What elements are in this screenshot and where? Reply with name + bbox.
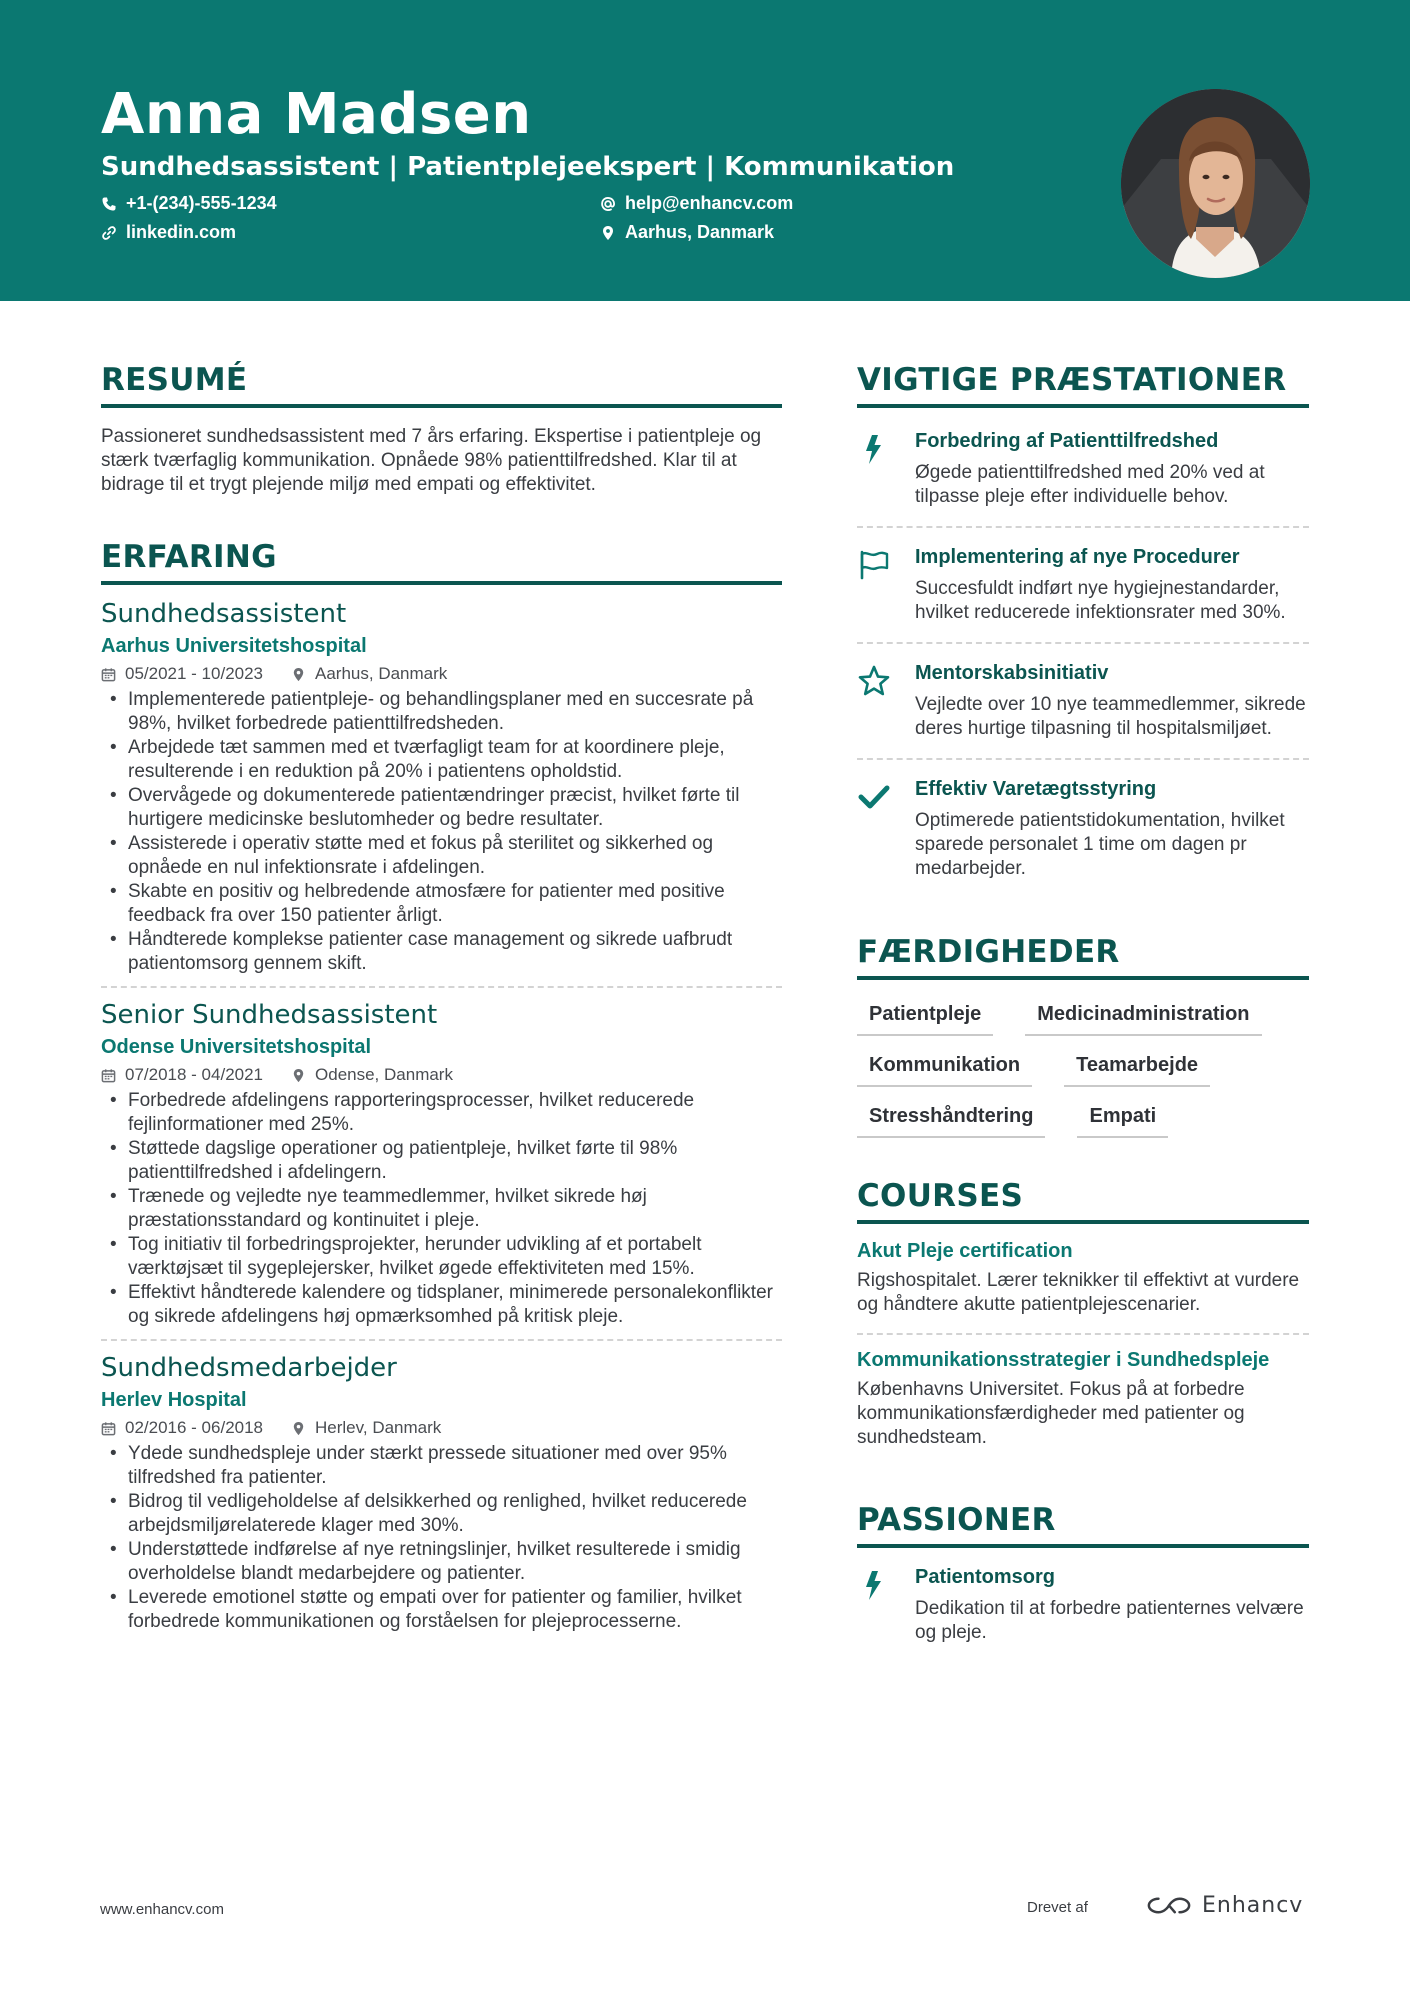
skill-tag: Teamarbejde (1064, 1050, 1210, 1087)
job-location-wrap (291, 664, 447, 684)
skill-tag: Stresshåndtering (857, 1101, 1045, 1138)
job-bullets (101, 688, 782, 976)
job-bullet: • Forbedrede afdelingens rapporteringsprocesser, hvilket reducerede fejlinformationer med 25%. (101, 1089, 782, 1137)
job-entry (101, 599, 782, 986)
course-title: Akut Pleje certification (857, 1240, 1073, 1262)
passions-heading: PASSIONER (857, 1502, 1309, 1548)
left-column (101, 362, 782, 1644)
skill-tag: Patientpleje (857, 999, 993, 1036)
job-bullet: • Effektivt håndterede kalendere og tidsplaner, minimerede personalekonflikter og sikrede afdelingens høj opmærksomhed på kritisk pleje. (101, 1281, 782, 1329)
job-bullet: • Ydede sundhedspleje under stærkt pressede situationer med over 95% tilfredshed fra patienter. (101, 1442, 782, 1490)
job-location: Aarhus, Danmark (315, 664, 448, 683)
course-title: Kommunikationsstrategier i Sundhedspleje (857, 1349, 1270, 1371)
course-desc: Københavns Universitet. Fokus på at forbedre kommunikationsfærdigheder med patienter og sundhedsteam. (857, 1379, 1245, 1448)
right-column (857, 362, 1309, 1662)
at-icon (600, 196, 616, 212)
location-pin-icon (600, 225, 616, 241)
passion-icon-wrap (857, 1566, 915, 1645)
flag-icon (857, 548, 891, 582)
job-company: Aarhus Universitetshospital (101, 635, 367, 657)
contact-email[interactable] (600, 193, 793, 214)
profile-photo (1121, 89, 1310, 278)
job-bullet: • Trænede og vejledte nye teammedlemmer, hvilket sikrede høj præstationsstandard og kontinuitet i pleje. (101, 1185, 782, 1233)
job-meta (101, 664, 782, 684)
summary-text: Passioneret sundhedsassistent med 7 års erfaring. Ekspertise i patientpleje og stærk tværfaglig kommunikation. Opnåede 98% patienttilfredshed. Klar til at bidrage til et trygt plejende miljø med empati og effektivitet. (101, 426, 762, 495)
resume-header (0, 0, 1410, 301)
job-bullet: • Skabte en positiv og helbredende atmosfære for patienter med positive feedback fra over 150 patienter årligt. (101, 880, 782, 928)
achievement-item (857, 644, 1309, 760)
job-bullet: • Arbejdede tæt sammen med et tværfagligt team for at koordinere pleje, resulterende i en reduktion på 20% i patientens opholdstid. (101, 736, 782, 784)
job-bullets (101, 1442, 782, 1634)
calendar-icon (101, 1068, 116, 1083)
passion-title: Patientomsorg (915, 1566, 1056, 1588)
job-bullet: • Håndterede komplekse patienter case management og sikrede uafbrudt patientomsorg gennem skift. (101, 928, 782, 976)
achievement-desc: Optimerede patientstidokumentation, hvilket sparede personalet 1 time om dagen pr medarbejder. (915, 810, 1285, 879)
portrait-illustration (1121, 89, 1310, 278)
achievement-item (857, 412, 1309, 528)
course-item (857, 1333, 1309, 1466)
location-pin-icon (291, 1421, 306, 1436)
skill-tag: Kommunikation (857, 1050, 1032, 1087)
experience-heading: ERFARING (101, 539, 782, 585)
job-bullet: • Bidrog til vedligeholdelse af delsikkerhed og renlighed, hvilket reducerede arbejdsmiljørelaterede klager med 30%. (101, 1490, 782, 1538)
achievement-title: Mentorskabsinitiativ (915, 662, 1109, 684)
job-meta (101, 1065, 782, 1085)
job-meta (101, 1418, 782, 1438)
job-dates: 07/2018 - 04/2021 (125, 1065, 264, 1084)
candidate-tagline: Sundhedsassistent | Patientplejeekspert | Kommunikation (101, 152, 955, 182)
job-title: Sundhedsmedarbejder (101, 1353, 397, 1383)
job-dates: 05/2021 - 10/2023 (125, 664, 264, 683)
star-icon (857, 664, 891, 698)
skills-list (857, 999, 1309, 1138)
calendar-icon (101, 1421, 116, 1436)
contact-location (600, 222, 774, 243)
location-pin-icon (291, 1068, 306, 1083)
job-bullet: • Overvågede og dokumenterede patientændringer præcist, hvilket førte til hurtigere medicinske beslutomheder og bedre resultater. (101, 784, 782, 832)
achievement-icon-wrap (857, 430, 915, 509)
job-company: Herlev Hospital (101, 1389, 247, 1411)
achievement-desc: Succesfuldt indført nye hygiejnestandarder, hvilket reducerede infektionsrater med 30%. (915, 578, 1286, 623)
job-location: Herlev, Danmark (315, 1418, 442, 1437)
job-bullet: • Støttede dagslige operationer og patientpleje, hvilket førte til 98% patienttilfredshed i afdelingern. (101, 1137, 782, 1185)
achievement-item (857, 528, 1309, 644)
achievement-title: Implementering af nye Procedurer (915, 546, 1240, 568)
skill-tag: Empati (1077, 1101, 1168, 1138)
achievement-desc: Øgede patienttilfredshed med 20% ved at tilpasse pleje efter individuelle behov. (915, 462, 1265, 507)
contact-linkedin[interactable] (101, 222, 236, 243)
job-bullet: • Leverede emotionel støtte og empati over for patienter og familier, hvilket forbedrede kommunikationen og forståelsen for plejeprocesserne. (101, 1586, 782, 1634)
summary-section (101, 362, 782, 497)
skill-tag: Medicinadministration (1025, 999, 1261, 1036)
skills-section (857, 934, 1309, 1138)
enhancv-logo[interactable] (1146, 1893, 1303, 1918)
link-icon (101, 225, 117, 241)
experience-section (101, 539, 782, 1644)
job-entry (101, 986, 782, 1339)
job-location: Odense, Danmark (315, 1065, 453, 1084)
achievement-icon-wrap (857, 662, 915, 741)
passions-section (857, 1502, 1309, 1662)
job-entry (101, 1339, 782, 1644)
passion-desc: Dedikation til at forbedre patienternes velvære og pleje. (915, 1598, 1304, 1643)
enhancv-brand-text: Enhancv (1202, 1893, 1304, 1918)
job-location-wrap (291, 1065, 453, 1085)
job-bullet: • Assisterede i operativ støtte med et fokus på sterilitet og sikkerhed og opnåede en nul infektionsrate i afdelingen. (101, 832, 782, 880)
job-bullet: • Tog initiativ til forbedringsprojekter, herunder udvikling af et portabelt værktøjsæt til sygeplejersker, hvilket øgede effektiviteten med 15%. (101, 1233, 782, 1281)
achievements-section (857, 362, 1309, 898)
lightning-icon (857, 1568, 891, 1602)
phone-icon (101, 196, 117, 212)
job-bullets (101, 1089, 782, 1329)
achievement-title: Effektiv Varetægtsstyring (915, 778, 1157, 800)
footer-powered-by: Drevet af (1027, 1899, 1088, 1916)
job-company: Odense Universitetshospital (101, 1036, 372, 1058)
achievements-heading: VIGTIGE PRÆSTATIONER (857, 362, 1309, 408)
location-text: Aarhus, Danmark (625, 222, 775, 242)
contact-phone[interactable] (101, 193, 277, 214)
courses-heading: COURSES (857, 1178, 1309, 1224)
achievement-desc: Vejledte over 10 nye teammedlemmer, sikrede deres hurtige tilpasning til hospitalsmiljøet. (915, 694, 1306, 739)
checkmark-icon (857, 780, 891, 814)
achievement-title: Forbedring af Patienttilfredshed (915, 430, 1219, 452)
linkedin-text: linkedin.com (126, 222, 237, 242)
course-desc: Rigshospitalet. Lærer teknikker til effektivt at vurdere og håndtere akutte patientplejescenarier. (857, 1270, 1300, 1315)
job-title: Sundhedsassistent (101, 599, 347, 629)
job-location-wrap (291, 1418, 441, 1438)
achievement-icon-wrap (857, 546, 915, 625)
summary-heading: RESUMÉ (101, 362, 782, 408)
job-bullet: • Implementerede patientpleje- og behandlingsplaner med en succesrate på 98%, hvilket forbedrede patienttilfredsheden. (101, 688, 782, 736)
achievement-icon-wrap (857, 778, 915, 881)
job-bullet: • Understøttede indførelse af nye retningslinjer, hvilket resulterede i smidig overholdelse blandt medarbejdere og patienter. (101, 1538, 782, 1586)
skills-heading: FÆRDIGHEDER (857, 934, 1309, 980)
phone-text: +1-(234)-555-1234 (126, 193, 277, 213)
infinity-logo-icon (1146, 1894, 1192, 1917)
calendar-icon (101, 667, 116, 682)
footer-website-link[interactable]: www.enhancv.com (100, 1901, 224, 1918)
job-title: Senior Sundhedsassistent (101, 1000, 438, 1030)
passion-item (857, 1548, 1309, 1662)
achievement-item (857, 760, 1309, 898)
courses-section (857, 1178, 1309, 1466)
candidate-name: Anna Madsen (101, 82, 532, 147)
email-text: help@enhancv.com (625, 193, 794, 213)
course-item (857, 1226, 1309, 1333)
job-dates: 02/2016 - 06/2018 (125, 1418, 264, 1437)
location-pin-icon (291, 667, 306, 682)
lightning-icon (857, 432, 891, 466)
